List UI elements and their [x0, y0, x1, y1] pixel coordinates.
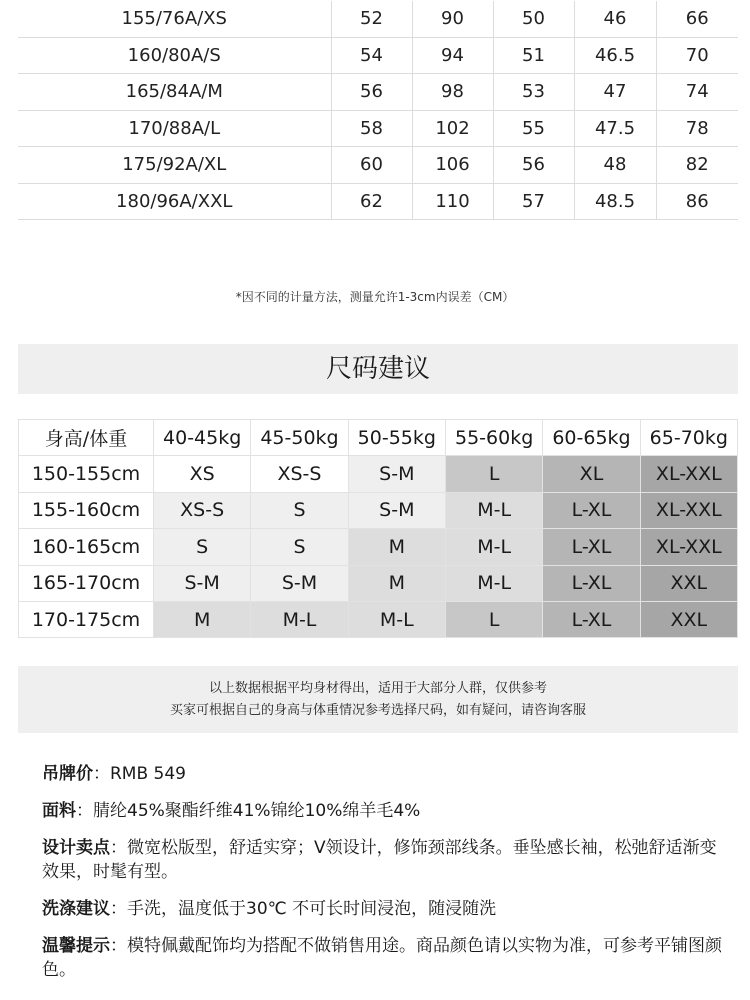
table-cell: 160/80A/S	[18, 37, 331, 74]
table-cell: 70	[656, 37, 738, 74]
table-cell: 82	[656, 147, 738, 184]
size-cell: L	[445, 601, 542, 637]
size-row	[19, 492, 738, 528]
table-cell: 78	[656, 110, 738, 147]
size-cell: XL	[543, 456, 640, 492]
size-row	[19, 456, 738, 492]
size-cell: L-XL	[543, 565, 640, 601]
table-cell: 98	[412, 74, 493, 111]
table-cell: 54	[331, 37, 412, 74]
price-line	[42, 762, 722, 786]
table-row	[18, 183, 738, 220]
design-label: 设计卖点	[42, 838, 110, 858]
size-cell: XS-S	[154, 492, 251, 528]
size-cell: XL-XXL	[640, 529, 737, 565]
design-line	[42, 836, 722, 884]
weight-header: 45-50kg	[251, 420, 348, 456]
tip-label: 温馨提示	[42, 936, 110, 956]
table-cell: 51	[493, 37, 574, 74]
design-value: ：微宽松版型，舒适实穿；V领设计，修饰颈部线条。垂坠感长袖，松弛舒适渐变效果，时髦有型。	[42, 838, 717, 882]
price-value: ：RMB 549	[93, 764, 186, 784]
product-details	[42, 762, 722, 995]
tip-line	[42, 934, 722, 982]
size-cell: M-L	[445, 529, 542, 565]
tip-value: ：模特佩戴配饰均为搭配不做销售用途。商品颜色请以实物为准，可参考平铺图颜色。	[42, 936, 722, 980]
size-cell: XXL	[640, 601, 737, 637]
wash-line	[42, 897, 722, 921]
size-cell: M-L	[445, 492, 542, 528]
size-cell: S-M	[348, 492, 445, 528]
table-cell: 106	[412, 147, 493, 184]
weight-header: 50-55kg	[348, 420, 445, 456]
table-cell: 57	[493, 183, 574, 220]
size-cell: XL-XXL	[640, 456, 737, 492]
measurement-table	[18, 1, 738, 220]
table-cell: 62	[331, 183, 412, 220]
table-cell: 53	[493, 74, 574, 111]
table-cell: 50	[493, 1, 574, 37]
price-label: 吊牌价	[42, 764, 93, 784]
size-cell: M	[348, 565, 445, 601]
height-label: 150-155cm	[19, 456, 154, 492]
size-cell: L	[445, 456, 542, 492]
fabric-line	[42, 799, 722, 823]
wash-value: ：手洗，温度低于30℃ 不可长时间浸泡，随浸随洗	[110, 899, 497, 919]
wash-label: 洗涤建议	[42, 899, 110, 919]
table-cell: 56	[331, 74, 412, 111]
size-cell: XXL	[640, 565, 737, 601]
size-row	[19, 529, 738, 565]
size-cell: L-XL	[543, 529, 640, 565]
table-cell: 175/92A/XL	[18, 147, 331, 184]
table-row	[18, 1, 738, 37]
measurement-note: *因不同的计量方法，测量允许1-3cm内误差（CM）	[235, 290, 515, 304]
size-info-box	[18, 666, 738, 733]
table-cell: 58	[331, 110, 412, 147]
table-cell: 55	[493, 110, 574, 147]
table-cell: 180/96A/XXL	[18, 183, 331, 220]
size-cell: XS	[154, 456, 251, 492]
size-recommendation-table	[18, 419, 738, 638]
table-cell: 74	[656, 74, 738, 111]
size-cell: M	[154, 601, 251, 637]
height-label: 160-165cm	[19, 529, 154, 565]
table-cell: 46	[574, 1, 656, 37]
table-cell: 94	[412, 37, 493, 74]
size-advice-title: 尺码建议	[18, 344, 738, 394]
corner-label: 身高/体重	[19, 420, 154, 456]
table-cell: 47	[574, 74, 656, 111]
size-cell: L-XL	[543, 601, 640, 637]
weight-header: 40-45kg	[154, 420, 251, 456]
size-cell: XL-XXL	[640, 492, 737, 528]
size-cell: S-M	[154, 565, 251, 601]
table-cell: 90	[412, 1, 493, 37]
table-cell: 48.5	[574, 183, 656, 220]
size-cell: S-M	[348, 456, 445, 492]
info-line-1: 以上数据根据平均身材得出，适用于大部分人群，仅供参考	[208, 681, 547, 696]
size-cell: S	[251, 529, 348, 565]
size-cell: M-L	[251, 601, 348, 637]
table-cell: 46.5	[574, 37, 656, 74]
table-cell: 170/88A/L	[18, 110, 331, 147]
table-row	[18, 74, 738, 111]
weight-header: 60-65kg	[543, 420, 640, 456]
table-cell: 48	[574, 147, 656, 184]
height-label: 165-170cm	[19, 565, 154, 601]
size-cell: XS-S	[251, 456, 348, 492]
size-cell: S	[154, 529, 251, 565]
weight-header: 65-70kg	[640, 420, 737, 456]
weight-header: 55-60kg	[445, 420, 542, 456]
fabric-value: ：腈纶45%聚酯纤维41%锦纶10%绵羊毛4%	[76, 801, 421, 821]
table-cell: 66	[656, 1, 738, 37]
table-row	[18, 37, 738, 74]
table-cell: 165/84A/M	[18, 74, 331, 111]
table-cell: 56	[493, 147, 574, 184]
table-row	[18, 110, 738, 147]
size-cell: S	[251, 492, 348, 528]
size-row	[19, 601, 738, 637]
size-cell: L-XL	[543, 492, 640, 528]
size-row	[19, 565, 738, 601]
info-line-2: 买家可根据自己的身高与体重情况参考选择尺码，如有疑问，请咨询客服	[169, 703, 586, 718]
size-cell: S-M	[251, 565, 348, 601]
table-cell: 60	[331, 147, 412, 184]
table-cell: 47.5	[574, 110, 656, 147]
table-cell: 52	[331, 1, 412, 37]
table-cell: 155/76A/XS	[18, 1, 331, 37]
size-cell: M-L	[348, 601, 445, 637]
fabric-label: 面料	[42, 801, 76, 821]
size-cell: M-L	[445, 565, 542, 601]
table-cell: 110	[412, 183, 493, 220]
table-cell: 86	[656, 183, 738, 220]
weight-header-row	[19, 420, 738, 456]
height-label: 170-175cm	[19, 601, 154, 637]
table-row	[18, 147, 738, 184]
height-label: 155-160cm	[19, 492, 154, 528]
table-cell: 102	[412, 110, 493, 147]
size-cell: M	[348, 529, 445, 565]
